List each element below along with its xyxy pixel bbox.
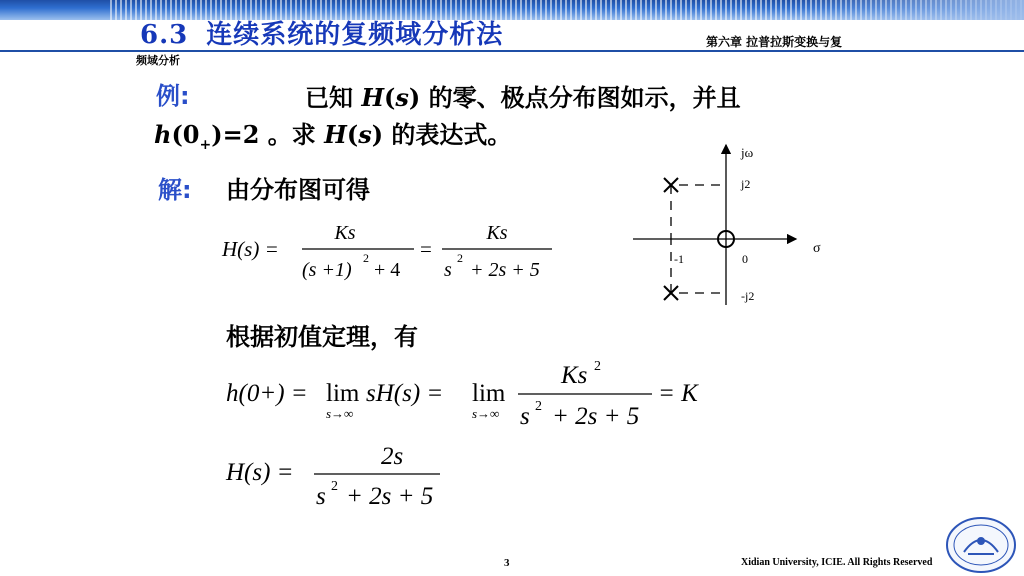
page-number: 3 (504, 557, 510, 569)
label-j2: j2 (741, 177, 751, 191)
eq1-denominator-2b: + 2s + 5 (470, 259, 540, 281)
h-value: )=2 (211, 120, 260, 149)
eq2-lim-2: lim (472, 380, 506, 407)
label-zero: 0 (742, 252, 748, 266)
eq2-numerator: Ks (561, 362, 588, 389)
section-title-text: 连续系统的复频域分析法 (206, 20, 504, 50)
eq2-lim-1-subscript: s→∞ (326, 406, 354, 421)
H-letter: H (361, 83, 385, 112)
h-subscript: + (199, 136, 212, 153)
eq2-numerator-exponent: 2 (594, 359, 601, 374)
eq1-denominator-2a: s (444, 259, 452, 281)
eq1-numerator-1: Ks (334, 222, 356, 244)
chapter-title-continued: 频域分析 (136, 54, 180, 67)
eq1-lhs: H(s) = (222, 237, 279, 261)
eq3-numerator: 2s (381, 443, 404, 470)
eq2-middle: sH(s) = (366, 380, 444, 407)
eq1-denominator-2-exponent: 2 (457, 251, 463, 265)
eq2-denominator-a: s (520, 403, 530, 430)
eq1-equals: = (420, 237, 432, 261)
eq2-lhs: h(0+) = (226, 380, 308, 407)
example-line1-rest: 的零、极点分布图如示，并且 (428, 84, 741, 112)
h-argument: (0 (171, 120, 200, 149)
university-logo (944, 514, 1018, 574)
eq3-denominator-b: + 2s + 5 (346, 483, 434, 510)
eq2-lim-2-subscript: s→∞ (472, 406, 500, 421)
s-letter-2: s (358, 120, 372, 149)
eq1-denominator-1-exponent: 2 (363, 251, 369, 265)
section-number: 6.3 (140, 20, 189, 50)
s-letter: s (395, 83, 409, 112)
eq1-denominator-1b: + 4 (374, 259, 401, 281)
imag-axis-label: jω (741, 145, 754, 160)
equation-initial-value (226, 355, 716, 435)
solution-label: 解: (158, 176, 192, 204)
equation-transfer-function (220, 218, 580, 288)
eq2-denominator-b: + 2s + 5 (552, 403, 640, 430)
example-label: 例: (156, 82, 190, 110)
eq3-denominator-a: s (316, 483, 326, 510)
chapter-title: 第六章 拉普拉斯变换与复 (706, 35, 843, 49)
example-H-symbol-2: H(s) (324, 120, 384, 149)
example-line-2 (154, 115, 511, 153)
H-letter-2: H (324, 120, 347, 149)
eq3-lhs: H(s) = (226, 459, 294, 486)
eq1-denominator-1a: (s +1) (302, 259, 352, 281)
label-neg1: -1 (674, 252, 684, 266)
real-axis-label: σ (813, 241, 821, 256)
eq2-denominator-exponent: 2 (535, 399, 542, 414)
h-symbol: h (154, 120, 172, 149)
footer-credit: Xidian University, ICIE. All Rights Reserved (741, 557, 933, 568)
pole-zero-plot (628, 135, 828, 315)
solution-text: 由分布图可得 (226, 176, 370, 204)
eq2-lim-1: lim (326, 380, 360, 407)
example-line2-rest: 的表达式。 (391, 121, 512, 149)
eq1-numerator-2: Ks (486, 222, 508, 244)
example-line-1 (305, 78, 741, 113)
example-find: 。求 (267, 121, 316, 149)
example-known: 已知 (305, 84, 353, 112)
eq2-rhs: = K (658, 380, 698, 407)
example-H-symbol: H(s) (361, 83, 421, 112)
eq3-denominator-exponent: 2 (331, 479, 338, 494)
equation-result (226, 440, 466, 515)
initial-value-text: 根据初值定理，有 (226, 323, 418, 351)
section-title (140, 14, 503, 51)
label-neg-j2: -j2 (741, 289, 755, 303)
